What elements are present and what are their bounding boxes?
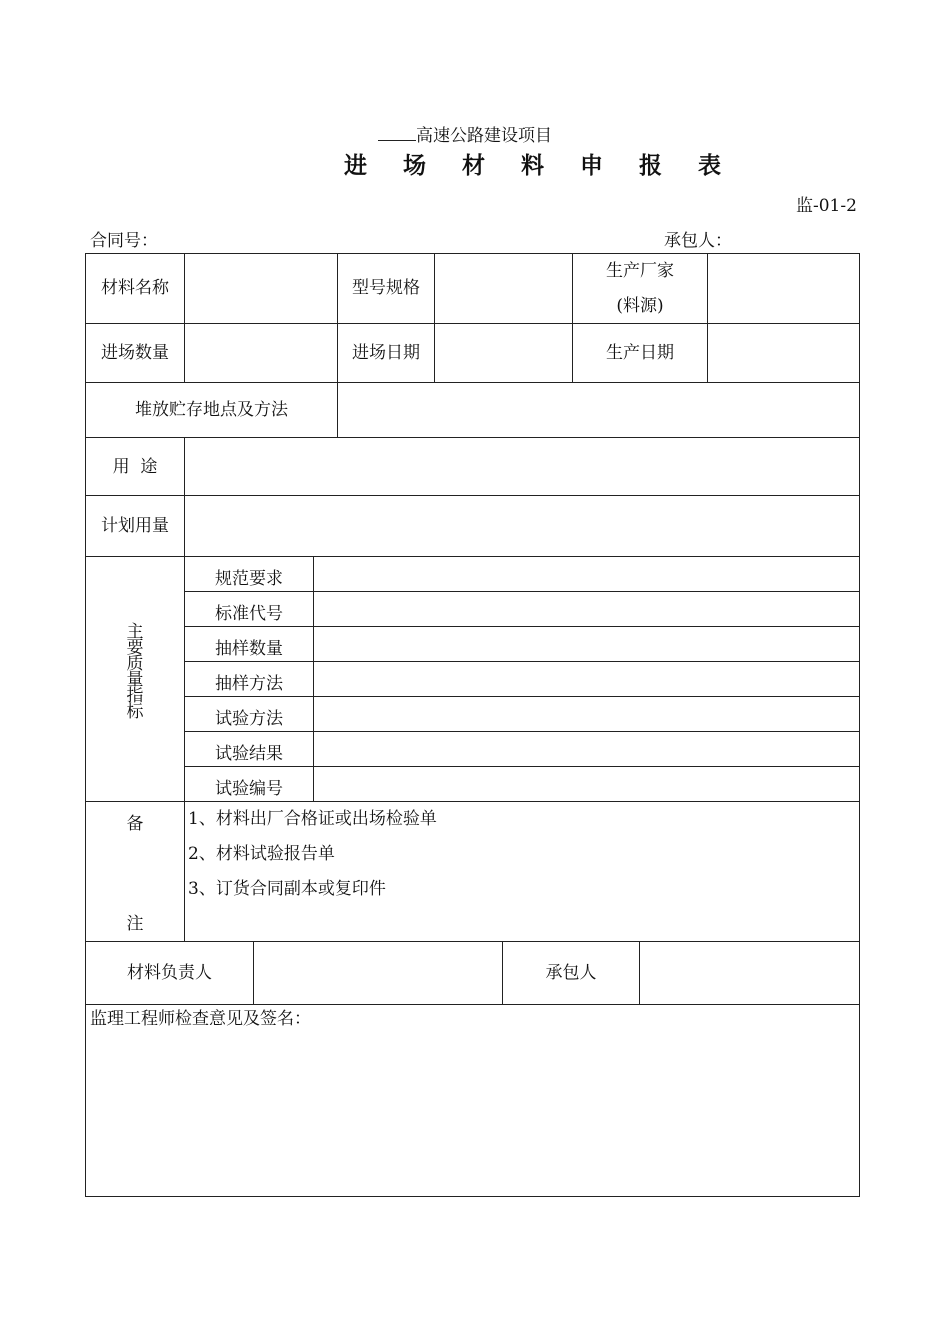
- spec-requirement-label: 规范要求: [215, 569, 283, 589]
- form-title: 进 场 材 料 申 报 表: [344, 152, 736, 179]
- usage-field[interactable]: [186, 439, 858, 494]
- col-divider: [434, 253, 435, 383]
- supervisor-opinion-label: 监理工程师检查意见及签名：: [90, 1009, 311, 1029]
- sampling-method-label: 抽样方法: [215, 674, 283, 694]
- remarks-label-top: 备: [126, 814, 144, 834]
- row-divider: [85, 801, 860, 802]
- quality-label-char: 量: [126, 670, 144, 690]
- contractor-sign-field[interactable]: [641, 943, 858, 1003]
- row-divider: [85, 323, 860, 324]
- manufacturer-label: 生产厂家: [606, 261, 674, 281]
- remarks-line-3: 3、订货合同副本或复印件: [188, 879, 386, 899]
- quality-label-char: 标: [126, 702, 144, 722]
- remarks-line-1: 1、材料出厂合格证或出场检验单: [188, 809, 437, 829]
- row-divider: [85, 556, 860, 557]
- storage-field[interactable]: [339, 384, 858, 436]
- entry-date-label: 进场日期: [352, 343, 420, 363]
- material-responsible-label: 材料负责人: [127, 963, 212, 983]
- row-divider: [85, 437, 860, 438]
- entry-quantity-field[interactable]: [186, 325, 336, 381]
- material-name-label: 材料名称: [101, 278, 169, 298]
- row-divider: [184, 731, 860, 732]
- spec-requirement-field[interactable]: [315, 558, 858, 590]
- table-bottom-border: [85, 1196, 860, 1197]
- manufacturer-field[interactable]: [709, 255, 858, 322]
- production-date-field[interactable]: [709, 325, 858, 381]
- quality-label-char: 主: [126, 622, 144, 642]
- quality-label-char: 要: [126, 638, 144, 658]
- row-divider: [184, 626, 860, 627]
- remarks-line-2: 2、材料试验报告单: [188, 844, 335, 864]
- row-divider: [184, 766, 860, 767]
- test-method-label: 试验方法: [215, 709, 283, 729]
- row-divider: [85, 941, 860, 942]
- table-right-border: [859, 253, 860, 1197]
- sample-quantity-field[interactable]: [315, 628, 858, 660]
- test-result-label: 试验结果: [215, 744, 283, 764]
- project-name-blank[interactable]: [378, 126, 416, 141]
- usage-label: 用 途: [112, 457, 158, 477]
- quality-indicators-label: [125, 624, 145, 720]
- table-top-border: [85, 253, 860, 254]
- remarks-label-bottom: 注: [126, 914, 144, 934]
- material-responsible-field[interactable]: [255, 943, 501, 1003]
- standard-code-label: 标准代号: [215, 604, 283, 624]
- project-title: [378, 126, 552, 146]
- manufacturer-source-label: (料源): [616, 296, 664, 316]
- storage-label: 堆放贮存地点及方法: [135, 400, 288, 420]
- col-divider: [184, 253, 185, 383]
- material-name-field[interactable]: [186, 255, 336, 322]
- supervisor-opinion-field[interactable]: [87, 1034, 858, 1194]
- model-spec-field[interactable]: [436, 255, 571, 322]
- entry-quantity-label: 进场数量: [101, 343, 169, 363]
- row-divider: [85, 495, 860, 496]
- row-divider: [85, 382, 860, 383]
- sampling-method-field[interactable]: [315, 663, 858, 695]
- sample-quantity-label: 抽样数量: [215, 639, 283, 659]
- test-number-field[interactable]: [315, 768, 858, 800]
- standard-code-field[interactable]: [315, 593, 858, 625]
- test-number-label: 试验编号: [215, 779, 283, 799]
- project-suffix: 高速公路建设项目: [416, 126, 552, 146]
- row-divider: [184, 591, 860, 592]
- test-result-field[interactable]: [315, 733, 858, 765]
- production-date-label: 生产日期: [606, 343, 674, 363]
- model-spec-label: 型号规格: [352, 278, 420, 298]
- test-method-field[interactable]: [315, 698, 858, 730]
- contractor-label: 承包人：: [664, 231, 732, 251]
- form-code: 监-01-2: [796, 196, 857, 216]
- quality-label-char: 质: [126, 654, 144, 674]
- table-left-border: [85, 253, 86, 1197]
- contract-no-label: 合同号：: [90, 231, 158, 251]
- row-divider: [184, 661, 860, 662]
- planned-amount-field[interactable]: [186, 497, 858, 555]
- contractor-sign-label: 承包人: [545, 963, 597, 983]
- quality-label-char: 指: [126, 686, 144, 706]
- row-divider: [85, 1004, 860, 1005]
- entry-date-field[interactable]: [436, 325, 571, 381]
- row-divider: [184, 696, 860, 697]
- planned-amount-label: 计划用量: [101, 516, 169, 536]
